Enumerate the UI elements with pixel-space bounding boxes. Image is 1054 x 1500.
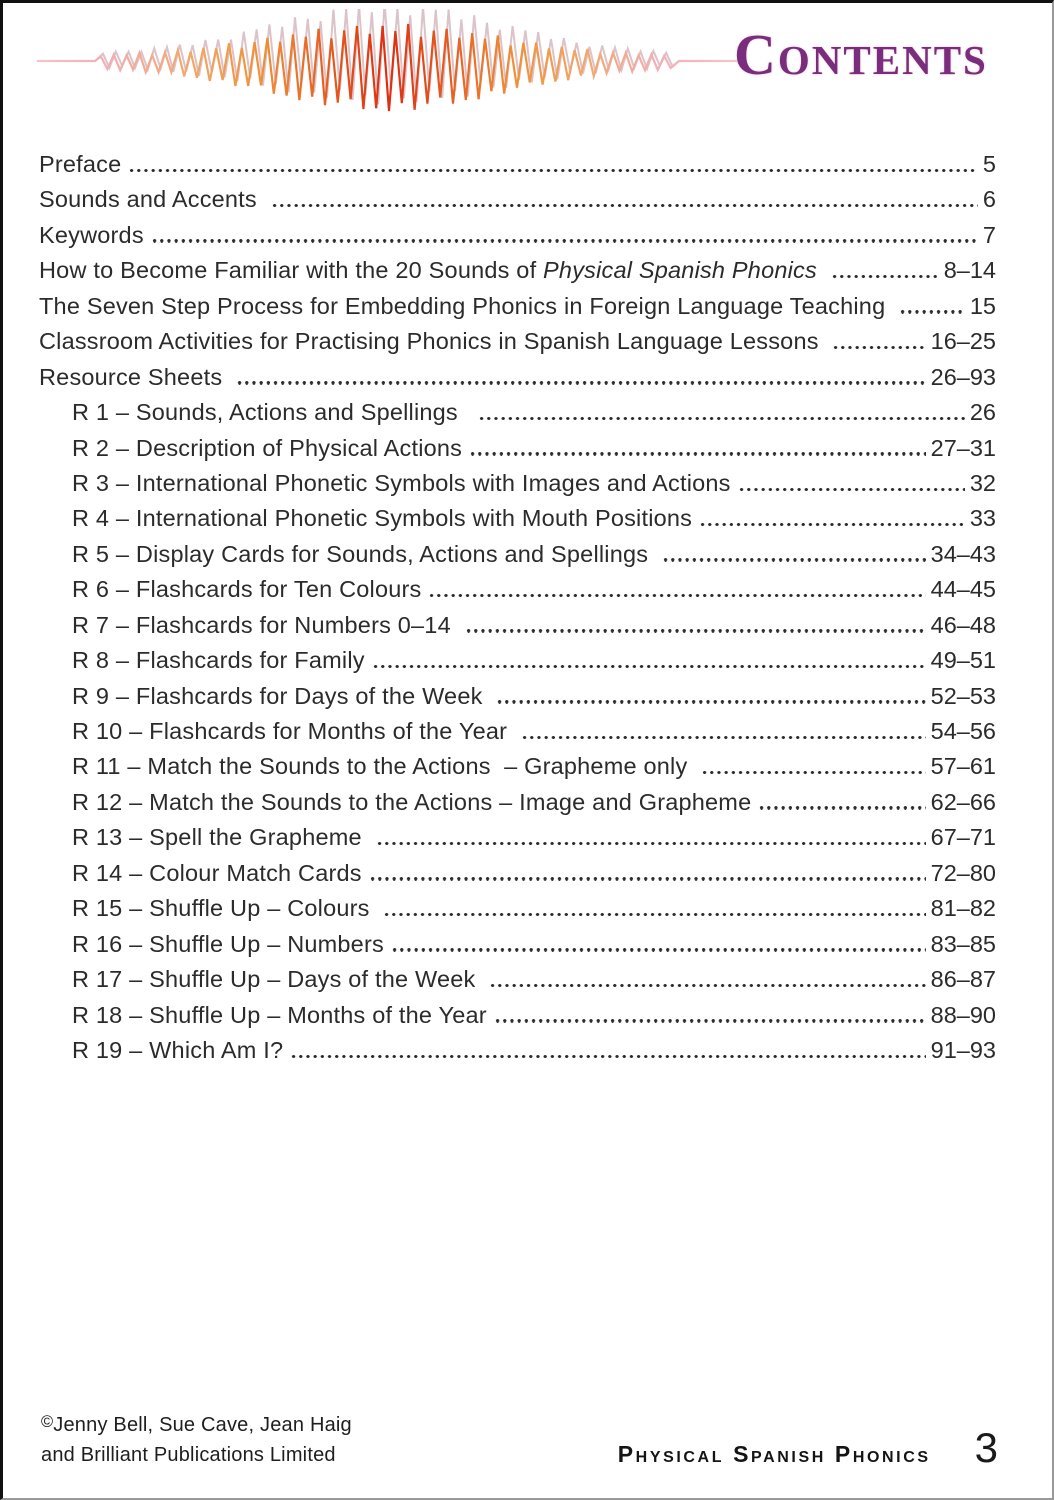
toc-entry-page: 81–82 xyxy=(930,895,996,922)
dot-leader xyxy=(489,984,925,987)
toc-entry xyxy=(39,183,996,218)
dot-leader xyxy=(832,346,925,349)
toc-entry-page: 27–31 xyxy=(930,434,996,461)
dot-leader xyxy=(496,700,925,703)
dot-leader xyxy=(758,806,925,809)
page-footer xyxy=(41,1410,998,1470)
dot-leader xyxy=(521,736,926,739)
toc-entry-label: R 14 – Colour Match Cards xyxy=(72,859,362,886)
dot-leader xyxy=(899,310,965,313)
toc-entry-label: How to Become Familiar with the 20 Sounds of Physical Spanish Phonics xyxy=(39,257,817,284)
toc-entry xyxy=(39,644,996,679)
toc-entry-page: 26 xyxy=(969,399,996,426)
book-title: Physical Spanish Phonics xyxy=(617,1441,931,1467)
toc-entry-page: 72–80 xyxy=(930,859,996,886)
toc-entry-label: Classroom Activities for Practising Phonics in Spanish Language Lessons xyxy=(39,328,826,355)
toc-entry-page: 5 xyxy=(982,151,996,177)
toc-entry xyxy=(39,680,996,715)
toc-entry-label: R 18 – Shuffle Up – Months of the Year xyxy=(72,1001,487,1028)
page-title: Contents xyxy=(734,22,988,87)
toc-entry-page: 83–85 xyxy=(930,930,996,957)
dot-leader xyxy=(372,665,926,668)
toc-entry xyxy=(39,928,996,963)
toc-entry xyxy=(39,396,996,431)
toc-entry xyxy=(39,609,996,644)
toc-entry-page: 33 xyxy=(969,505,996,532)
toc-entry xyxy=(39,290,996,325)
dot-leader xyxy=(831,275,939,278)
toc-entry xyxy=(39,325,996,360)
toc-entry-label: R 1 – Sounds, Actions and Spellings xyxy=(72,399,472,426)
toc-entry-page: 88–90 xyxy=(930,1001,996,1028)
toc-entry-label: R 12 – Match the Sounds to the Actions – Image and Grapheme xyxy=(72,788,752,815)
toc-entry-label: R 3 – International Phonetic Symbols with Images and Actions xyxy=(72,469,731,496)
soundwave-decoration-icon xyxy=(37,9,739,113)
dot-leader xyxy=(494,1019,926,1022)
dot-leader xyxy=(271,204,978,207)
toc-entry xyxy=(39,857,996,892)
dot-leader xyxy=(478,417,965,420)
toc-entry xyxy=(39,1034,996,1069)
toc-entry-label: Preface xyxy=(39,151,122,177)
toc-entry-label: R 9 – Flashcards for Days of the Week xyxy=(72,682,490,709)
toc-entry-page: 32 xyxy=(969,469,996,496)
dot-leader xyxy=(662,558,926,561)
dot-leader xyxy=(391,948,926,951)
toc-entry-label: R 6 – Flashcards for Ten Colours xyxy=(72,576,422,603)
toc-entry-page: 16–25 xyxy=(930,328,996,355)
toc-entry-page: 57–61 xyxy=(930,753,996,780)
toc-entry xyxy=(39,821,996,856)
toc-entry-page: 44–45 xyxy=(930,576,996,603)
toc-entry-page: 6 xyxy=(982,186,996,213)
toc-entry xyxy=(39,715,996,750)
toc-entry-page: 49–51 xyxy=(930,647,996,674)
toc-entry-page: 15 xyxy=(969,292,996,319)
toc-entry-page: 26–93 xyxy=(930,363,996,390)
toc-entry-label: R 15 – Shuffle Up – Colours xyxy=(72,895,377,922)
dot-leader xyxy=(469,452,926,455)
copyright-symbol: © xyxy=(41,1413,54,1431)
dot-leader xyxy=(699,523,965,526)
dot-leader xyxy=(383,913,925,916)
toc-entry-label: R 7 – Flashcards for Numbers 0–14 xyxy=(72,611,458,638)
toc-entry-label: R 11 – Match the Sounds to the Actions – Grapheme only xyxy=(72,753,695,780)
dot-leader xyxy=(236,381,926,384)
toc-entry xyxy=(39,963,996,998)
toc-entry-page: 67–71 xyxy=(930,824,996,851)
toc-entry xyxy=(39,786,996,821)
toc-entry-label: R 10 – Flashcards for Months of the Year xyxy=(72,718,514,744)
toc-entry-label: R 17 – Shuffle Up – Days of the Week xyxy=(72,966,483,993)
toc-entry-label: R 5 – Display Cards for Sounds, Actions and Spellings xyxy=(72,540,655,567)
toc-entry-label: R 19 – Which Am I? xyxy=(72,1036,284,1063)
toc-entry xyxy=(39,573,996,608)
toc-entry xyxy=(39,148,996,183)
toc-entry-page: 52–53 xyxy=(930,682,996,709)
toc-entry xyxy=(39,467,996,502)
dot-leader xyxy=(428,594,925,597)
dot-leader xyxy=(290,1055,925,1058)
toc-entry xyxy=(39,999,996,1034)
toc-entry-label: R 8 – Flashcards for Family xyxy=(72,647,365,674)
toc-entry-page: 34–43 xyxy=(930,540,996,567)
toc-entry-page: 8–14 xyxy=(943,257,996,284)
dot-leader xyxy=(128,169,978,172)
toc-entry xyxy=(39,361,996,396)
toc-entry xyxy=(39,892,996,927)
page-number: 3 xyxy=(974,1424,998,1471)
toc-entry-page: 62–66 xyxy=(930,788,996,815)
toc-entry-page: 46–48 xyxy=(930,611,996,638)
dot-leader xyxy=(465,629,926,632)
toc xyxy=(39,148,996,1069)
toc-entry-label: The Seven Step Process for Embedding Phonics in Foreign Language Teaching xyxy=(39,292,893,319)
dot-leader xyxy=(701,771,926,774)
toc-entry xyxy=(39,254,996,289)
dot-leader xyxy=(738,488,965,491)
dot-leader xyxy=(151,239,978,242)
toc-entry-label: R 2 – Description of Physical Actions xyxy=(72,434,463,461)
toc-entry xyxy=(39,219,996,254)
dot-leader xyxy=(376,842,926,845)
footer-right xyxy=(617,1424,998,1471)
toc-entry-page: 7 xyxy=(982,221,996,248)
toc-entry xyxy=(39,538,996,573)
toc-entry-page: 54–56 xyxy=(930,718,996,744)
toc-entry-label: Sounds and Accents xyxy=(39,186,264,213)
toc-entry-label: R 16 – Shuffle Up – Numbers xyxy=(72,930,384,957)
toc-entry-page: 91–93 xyxy=(930,1036,996,1063)
toc-entry xyxy=(39,432,996,467)
copyright-notice xyxy=(41,1410,352,1470)
copyright-line-2: and Brilliant Publications Limited xyxy=(41,1444,336,1466)
copyright-line-1: ©Jenny Bell, Sue Cave, Jean Haig xyxy=(41,1413,352,1436)
dot-leader xyxy=(369,877,926,880)
toc-entry xyxy=(39,750,996,785)
toc-entry-page: 86–87 xyxy=(930,966,996,993)
toc-entry-label: Resource Sheets xyxy=(39,363,229,390)
toc-entry-label: R 13 – Spell the Grapheme xyxy=(72,824,369,851)
toc-entry xyxy=(39,502,996,537)
toc-entry-label: R 4 – International Phonetic Symbols with Mouth Positions xyxy=(72,505,693,532)
toc-entry-label: Keywords xyxy=(39,221,144,248)
